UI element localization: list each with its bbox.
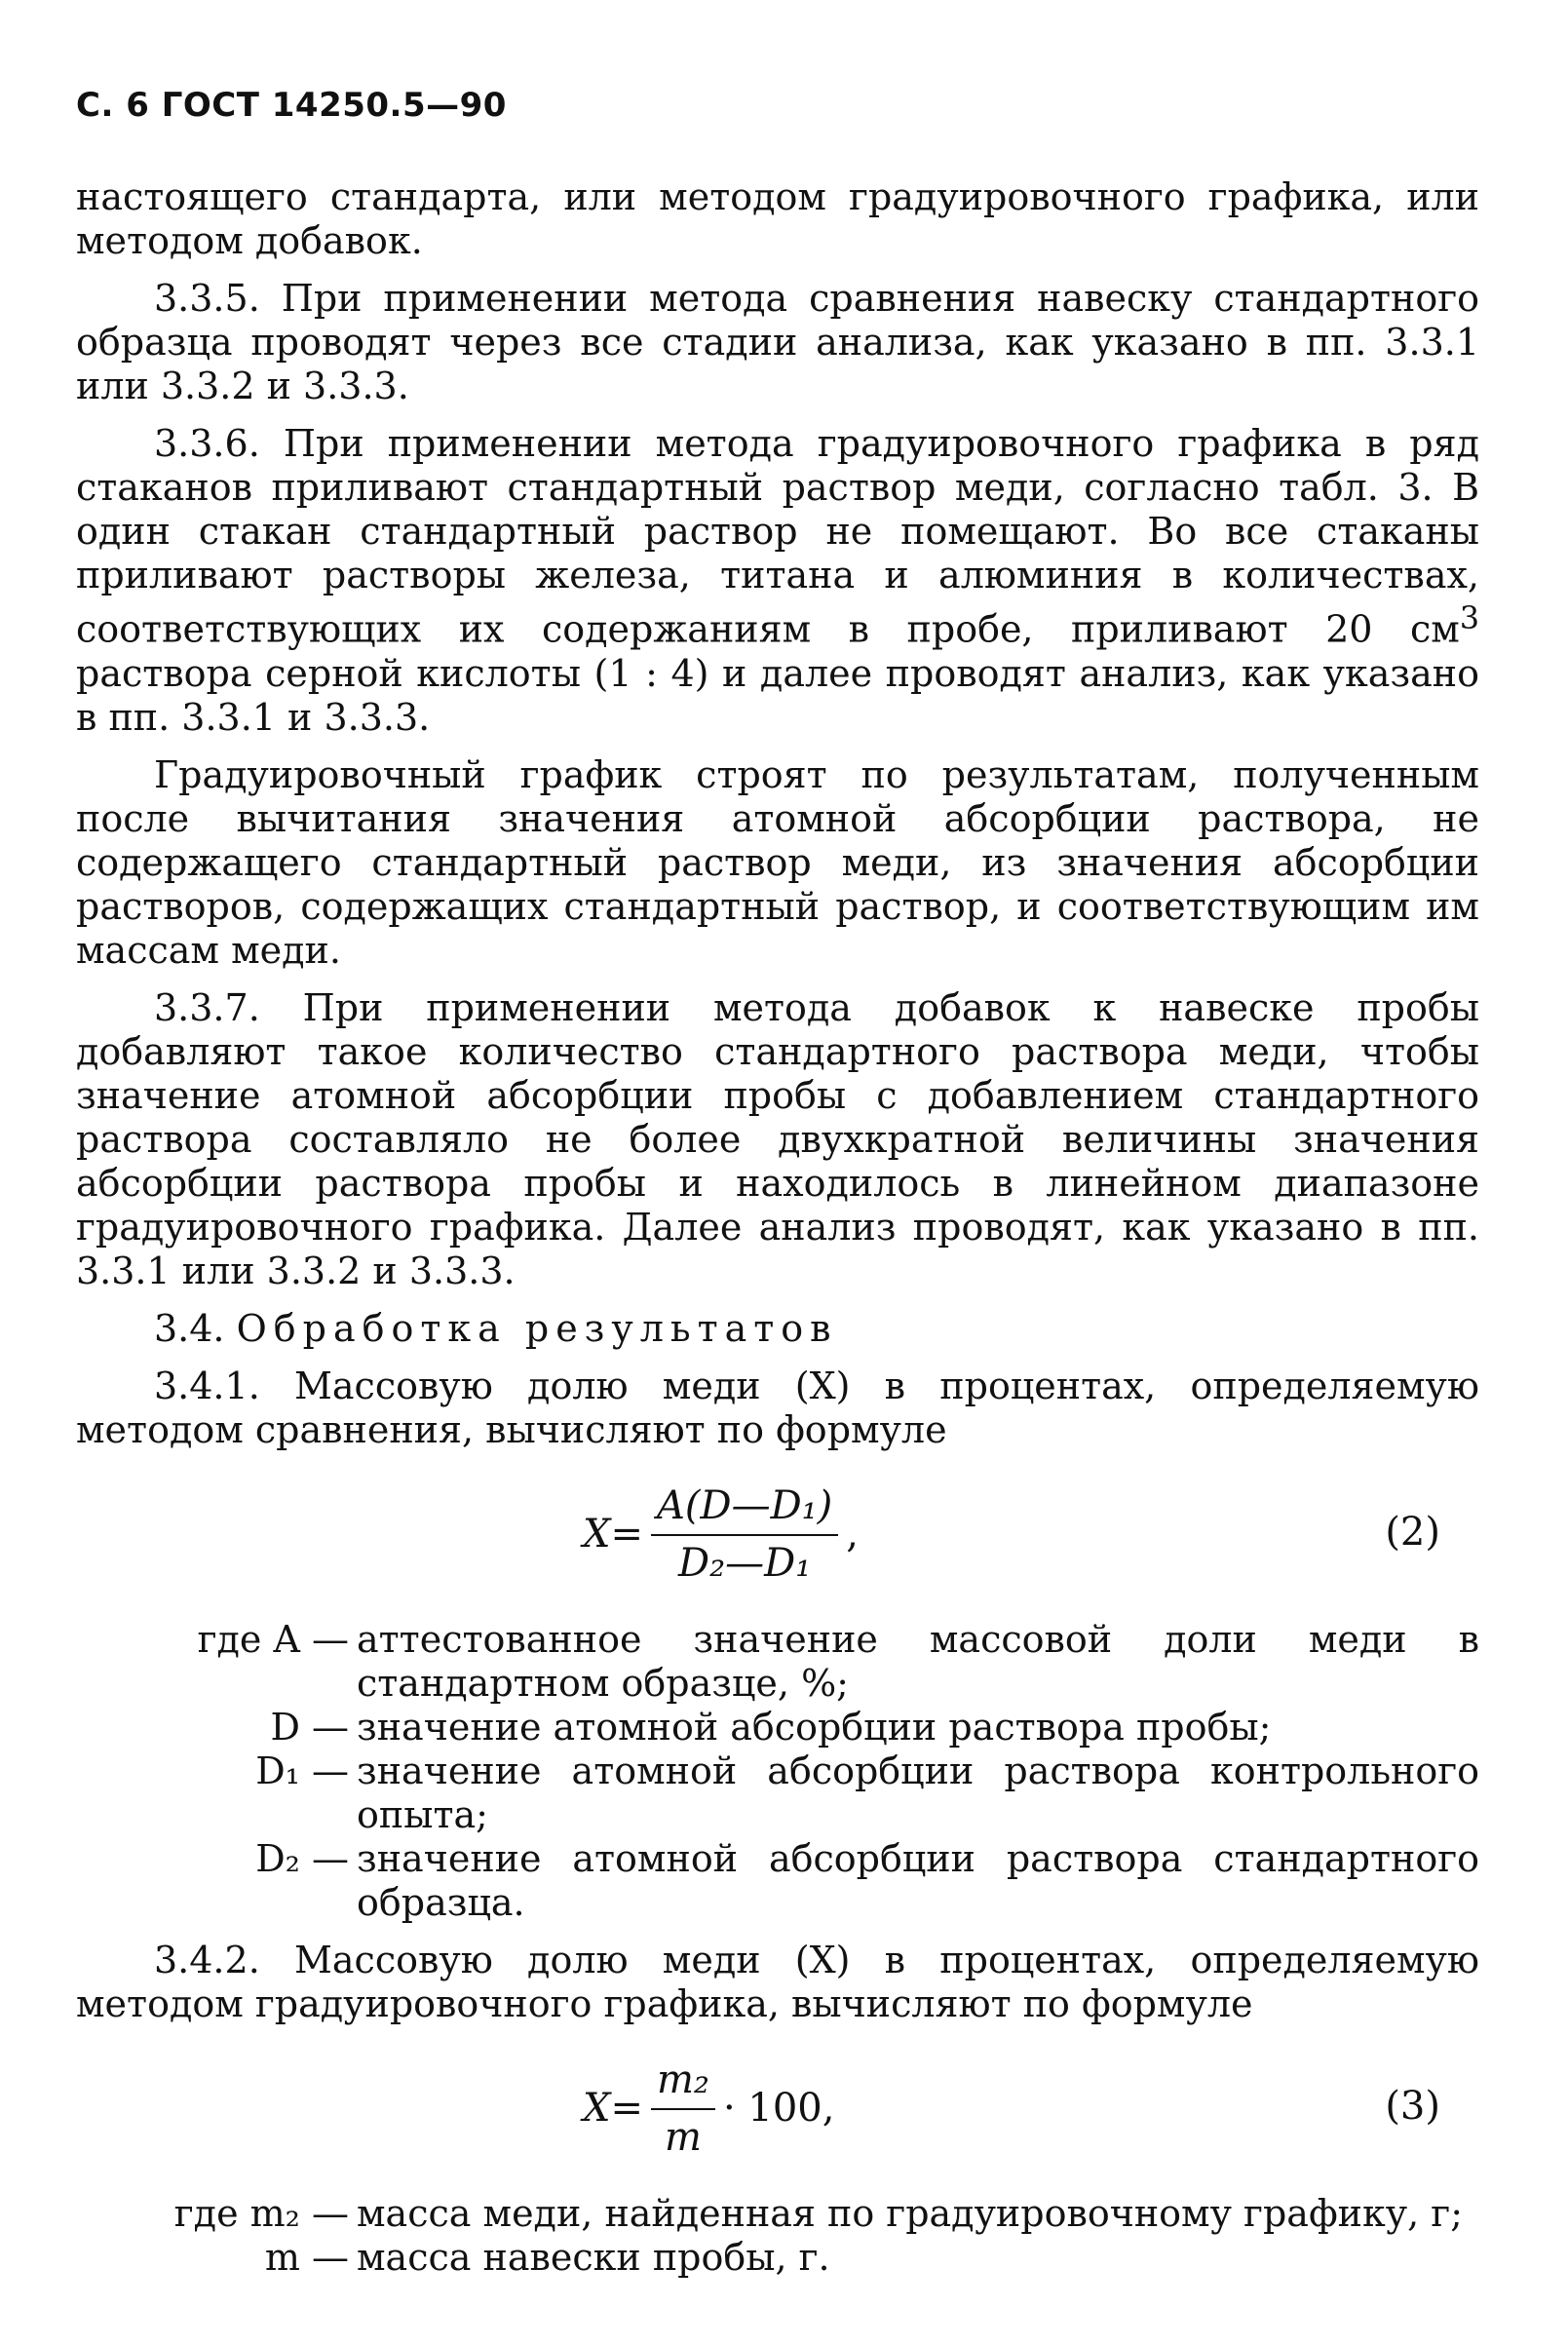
definition-term: где m₂ —	[173, 2191, 349, 2235]
superscript: 3	[1459, 601, 1479, 636]
formula-2-denominator: D₂—D₁	[678, 1540, 812, 1586]
definition-desc: аттестованное значение массовой доли меди в стандартном образце, %;	[357, 1617, 1479, 1705]
formula-2-eq: =	[610, 1512, 643, 1557]
definition-term: D —	[270, 1705, 349, 1749]
formula-3-fraction	[651, 2058, 715, 2160]
formula-2-fraction	[651, 1484, 838, 1586]
definition-term: где A —	[197, 1617, 349, 1661]
definition-term: D₂ —	[255, 1836, 349, 1880]
formula-2-definitions	[76, 1618, 1479, 1925]
formula-2-tail: ,	[846, 1512, 859, 1557]
formula-2	[76, 1462, 1479, 1608]
paragraph-3-3-6: 3.3.6. При применении метода градуировочного графика в ряд стаканов приливают стандартный раствор меди, согласно табл. 3. В один стакан стандартный раствор не помещают. Во все стаканы приливают растворы железа, титана и алюминия в количествах, соответствующих их содержаниям в пробе, приливают 20 $см^3$ раствора серной кислоты (1 : 4) и далее проводят анализ, как указано в пп. 3.3.1 и 3.3.3.	[76, 422, 1479, 739]
document-body	[76, 175, 1479, 2280]
definition-desc: масса меди, найденная по градуировочному графику, г;	[357, 2191, 1463, 2235]
formula-3-number: (3)	[1385, 2083, 1440, 2129]
formula-3-eq: =	[610, 2086, 643, 2132]
definition-row	[76, 1706, 1479, 1749]
definition-desc: значение атомной абсорбции раствора контрольного опыта;	[357, 1749, 1479, 1836]
formula-3-definitions	[76, 2192, 1479, 2280]
definition-term: D₁ —	[255, 1749, 349, 1792]
formula-3-tail: · 100,	[722, 2086, 835, 2132]
formula-2-number: (2)	[1385, 1509, 1440, 1555]
definition-row	[76, 2236, 1479, 2280]
paragraph-3-3-5: 3.3.5. При применении метода сравнения навеску стандартного образца проводят через все стадии анализа, как указано в пп. 3.3.1 или 3.3.2 и 3.3.3.	[76, 277, 1479, 407]
section-3-4-heading: 3.4. Обработка результатов	[154, 1306, 838, 1350]
formula-3	[76, 2036, 1479, 2182]
formula-3-numerator: m₂	[651, 2058, 715, 2110]
page-header: С. 6 ГОСТ 14250.5—90	[76, 86, 507, 125]
definition-desc: масса навески пробы, г.	[357, 2235, 830, 2279]
paragraph-3-4-1: 3.4.1. Массовую долю меди (X) в процентах, определяемую методом сравнения, вычисляют по формуле	[76, 1364, 1479, 1451]
formula-3-denominator: m	[665, 2114, 702, 2160]
definition-desc: значение атомной абсорбции раствора пробы;	[357, 1705, 1272, 1749]
paragraph-3-3-7: 3.3.7. При применении метода добавок к навеске пробы добавляют такое количество стандартного раствора меди, чтобы значение атомной абсорбции пробы с добавлением стандартного раствора составляло не более двухкратной величины значения абсорбции раствора пробы и находилось в линейном диапазоне градуировочного графика. Далее анализ проводят, как указано в пп. 3.3.1 или 3.3.2 и 3.3.3.	[76, 985, 1479, 1292]
paragraph-continuation: настоящего стандарта, или методом градуировочного графика, или методом добавок.	[76, 175, 1479, 262]
definition-row	[76, 1837, 1479, 1925]
definition-row	[76, 1749, 1479, 1837]
formula-3-lhs: X	[583, 2086, 611, 2132]
definition-row	[76, 1618, 1479, 1706]
paragraph-3-4-2: 3.4.2. Массовую долю меди (X) в процентах, определяемую методом градуировочного графика, вычисляют по формуле	[76, 1938, 1479, 2025]
definition-row	[76, 2192, 1479, 2236]
formula-2-lhs: X	[583, 1512, 611, 1557]
definition-desc: значение атомной абсорбции раствора стандартного образца.	[357, 1836, 1479, 1924]
paragraph-calibration-graph: Градуировочный график строят по результатам, полученным после вычитания значения атомной абсорбции раствора, не содержащего стандартный раствор меди, из значения абсорбции растворов, содержащих стандартный раствор, и соответствующим им массам меди.	[76, 752, 1479, 972]
formula-2-numerator: A(D—D₁)	[651, 1484, 838, 1536]
definition-term: m —	[264, 2235, 349, 2279]
